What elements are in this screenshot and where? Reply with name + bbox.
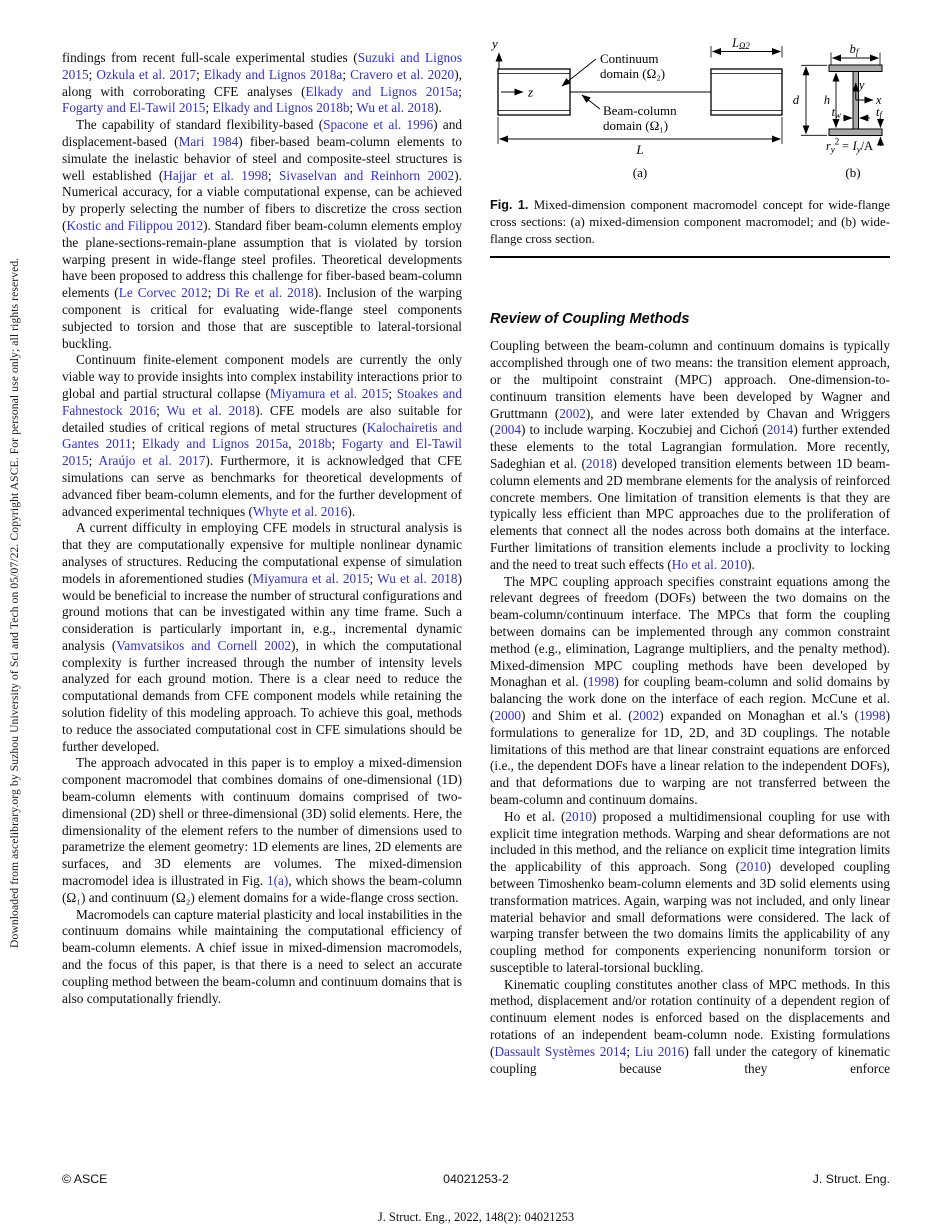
text-run: ) expanded on Monaghan et al.'s (: [659, 707, 859, 723]
text-run: ;: [131, 436, 143, 452]
citation-link[interactable]: Spacone et al. 1996: [323, 117, 434, 133]
text-run: The MPC coupling approach specifies constraint equations among the relevant degrees of freedom (DOFs) between the two domains on the beam-column/continuum interface. The MPCs that form the coupling between domains can be implemented through any common constraint method (e.g., elimination, Lagrange multipliers, and the penalty method). Mixed-dimension MPC coupling methods have been developed by Monaghan et al. (: [490, 573, 890, 690]
section-x-axis-label: x: [876, 93, 882, 107]
text-run: ) further extended these elements to the total Lagrangian formulation. More recently, Sadeghian et al. (: [490, 422, 890, 471]
figure-caption-text: Mixed-dimension component macromodel concept for wide-flange cross sections: (a) mixed-dimension component macromodel; and (b) wide-flange cross section.: [490, 197, 890, 247]
citation-link[interactable]: Araújo et al. 2017: [98, 453, 206, 469]
paragraph: [62, 50, 462, 117]
citation-link[interactable]: Kalochairetis and Gantes 2011: [62, 419, 462, 452]
citation-link[interactable]: 2000: [494, 707, 522, 723]
text-run: ) for coupling beam-column and solid domains by balancing the work done on the interface of each region. McCune et al. (: [490, 674, 890, 723]
text-run: ;: [88, 453, 99, 469]
text-run: ;: [207, 285, 217, 301]
dim-tw-label: tw: [831, 105, 841, 120]
y-axis-label: y: [492, 36, 498, 51]
citation-link[interactable]: Elkady and Lignos 2018b: [212, 100, 350, 116]
citation-link[interactable]: 1998: [587, 674, 615, 690]
citation-link[interactable]: Wu et al. 2018: [166, 402, 256, 418]
paragraph: [490, 977, 890, 1078]
text-run: ) developed transition elements between 1D beam-column elements and 2D membrane elements for the analysis of reinforced concrete members. One limitation of transition elements is that they are typically less efficient than MPC approaches due to the proliferation of elements that connect all the nodes across both domains at the interface. Further limitations of transition elements include a proclivity to locking and the need to treat such effects (: [490, 455, 890, 572]
continuum-domain-label-line2: domain (Ω₂): [600, 66, 666, 81]
text-run: ;: [369, 570, 378, 586]
text-run: ). Numerical accuracy, for a viable computational expense, can be achieved by properly selecting the number of fibers to discretize the cross section (: [62, 167, 462, 233]
dim-bf-label: bf: [849, 42, 859, 57]
citation-link[interactable]: Kostic and Filippou 2012: [66, 217, 204, 233]
z-axis-label: z: [528, 84, 534, 100]
citation-link[interactable]: 1998: [858, 707, 886, 723]
text-run: The approach advocated in this paper is to employ a mixed-dimension component macromodel that combines domains of one-dimensional (1D) beam-column elements with continuum domains comprised of two-dimensional (2D) shell or three-dimensional (3D) solid elements. Here, the dimensionality of the element refers to the number of dimensions used to parametrize the element geometry: 1D elements are lines, 2D elements are surfaces, and 3D elements are volumes. The mixed-dimension macromodel idea is illustrated in Fig.: [62, 755, 462, 889]
citation-link[interactable]: Wu et al. 2018: [377, 570, 458, 586]
citation-link[interactable]: Liu 2016: [634, 1043, 685, 1059]
text-run: ) fiber-based beam-column elements to simulate the inelastic behavior of steel and composite-steel structures is well established (: [62, 133, 463, 183]
paragraph: [62, 117, 462, 352]
paragraph: [62, 352, 462, 520]
citation-link[interactable]: 2018b: [298, 436, 332, 452]
text-run: ).: [434, 100, 442, 116]
citation-link[interactable]: 2002: [632, 707, 660, 723]
dim-h-label: h: [823, 93, 831, 107]
text-run: ;: [626, 1043, 635, 1059]
citation-link[interactable]: 2010: [740, 859, 767, 875]
beam-column-leader-arrow: [582, 95, 600, 109]
citation-link[interactable]: 2004: [494, 422, 522, 438]
text-run: Ho et al. (: [504, 808, 566, 824]
text-run: ). Standard fiber beam-column elements employ the plane-sections-remain-plane assumption that is violated by torsion warping present in wide-flange steel profiles. Theoretical developments have been proposed to address this challenge for fiber-based beam-column elements (: [62, 217, 462, 301]
text-run: Coupling between the beam-column and continuum domains is typically accomplished through one of two means: the transition element approach, or the multipoint constraint (MPC) approach. One-dimension-to-continuum transition elements have been developed by Wagner and Gruttmann (: [490, 338, 890, 421]
citation-link[interactable]: Sivaselvan and Reinhorn 2002: [279, 167, 455, 183]
citation-link[interactable]: Elkady and Lignos 2015a: [142, 436, 289, 452]
dim-L-omega2-label: LΩ2: [732, 36, 750, 51]
text-run: ;: [205, 100, 213, 116]
citation-link[interactable]: 2010: [565, 808, 592, 824]
footer-page-number: 04021253-2: [443, 1172, 509, 1186]
continuum-domain-right: [711, 69, 782, 115]
figure-1-caption: [490, 197, 890, 249]
text-run: ;: [349, 100, 357, 116]
text-run: ). Inclusion of the warping component is critical for evaluating wide-flange steel components subjected to torsion and those that are susceptible to lateral-torsional buckling.: [62, 285, 462, 351]
paragraph: [490, 574, 890, 809]
citation-link[interactable]: Suzuki and Lignos 2015: [62, 50, 462, 82]
top-flange: [829, 65, 882, 72]
section-y-axis-label: y: [859, 78, 865, 92]
right-column-paragraphs: [490, 338, 890, 1077]
dim-tf-label: tf: [876, 105, 882, 120]
citation-link[interactable]: Fogarty and El-Tawil 2015: [62, 436, 462, 469]
continuum-domain-label: Continuum: [600, 51, 659, 66]
text-run: Macromodels can capture material plasticity and local instabilities in the continuum domains while maintaining the computational efficiency of beam-column elements. A chief issue in mixed-dimension macromodels, and the focus of this paper, is that there is a need to select an accurate coupling method between the beam-column and continuum domains that is also computationally friendly.: [62, 906, 462, 1006]
figure-1-diagram: [490, 36, 920, 186]
citation-link[interactable]: Stoakes and Fahnestock 2016: [62, 385, 462, 418]
citation-link[interactable]: 1(a): [266, 873, 289, 889]
text-run: Kinematic coupling constitutes another class of MPC methods. In this method, displacement and/or rotation continuity of a dependent region of continuum element nodes is enforced based on the displacements and rotations of an independent beam-column node. Existing formulations (: [490, 976, 890, 1059]
text-run: ).: [747, 556, 755, 572]
citation-link[interactable]: Vamvatsikos and Cornell 2002: [116, 637, 292, 653]
text-run: ), and were later extended by Chavan and Wriggers (: [490, 405, 890, 438]
text-run: ) formulations to generalize for 1D, 2D, and 3D couplings. The notable limitations of this method are that linear constraint equations are enforced (i.e., the dependent DOFs have a linear relation to the independent DOFs), and that deformations due to warping are not transferred between the beam-column and continuum domains.: [490, 707, 890, 807]
text-run: ) proposed a multidimensional coupling for use with explicit time integration methods. Warping and shear deformations are not included in this method, and the reliance on explicit time integration limits the applicability of this approach. Song (: [490, 808, 890, 875]
citation-link[interactable]: Hajjar et al. 1998: [163, 167, 268, 183]
text-run: ) and Shim et al. (: [521, 707, 633, 723]
beam-column-domain-label-line2: domain (Ω₁): [603, 118, 669, 133]
citation-link[interactable]: Whyte et al. 2016: [252, 503, 348, 519]
text-run: ), along with corroborating CFE analyses (: [62, 66, 462, 99]
text-run: ) and displacement-based (: [62, 117, 463, 149]
text-run: ) to include warping. Koczubiej and Cichoń (: [521, 422, 767, 438]
text-run: ) developed coupling between Timoshenko beam-column elements and 3D solid elements using transformation matrices. Again, warping was not included, and only linear material behavior and small deformations were considered. The lack of warping transfer between the two domains limits the applicability of any coupling method for components experiencing nonuniform torsion or susceptible to lateral-torsional buckling.: [490, 859, 890, 975]
citation-link[interactable]: Miyamura et al. 2015: [252, 570, 370, 586]
citation-link[interactable]: Di Re et al. 2018: [216, 285, 314, 301]
dim-d-label: d: [792, 93, 800, 107]
citation-link[interactable]: 2018: [585, 455, 613, 471]
text-run: ) would be beneficial to increase the number of structural configurations and ground motions that can be investigated within any time frame. Such a consideration is particularly important in, e.g., incremental dynamic analysis (: [62, 570, 463, 653]
citation-link[interactable]: Mari 1984: [178, 133, 239, 149]
text-run: ). CFE models are also suitable for detailed studies of critical regions of metal structures (: [62, 402, 463, 435]
text-run: ). Furthermore, it is acknowledged that CFE simulations can serve as benchmarks for theoretical developments of advanced fiber beam-column elements, and for the further development of advanced experimental techniques (: [62, 453, 462, 519]
text-run: ;: [342, 66, 351, 82]
citation-link[interactable]: Elkady and Lignos 2018a: [203, 66, 343, 82]
citation-link[interactable]: Elkady and Lignos 2015a: [305, 83, 459, 99]
text-run: ;: [458, 83, 462, 99]
footer-copyright: © ASCE: [62, 1172, 108, 1186]
citation-link[interactable]: Le Corvec 2012: [118, 285, 208, 301]
page-footer: [62, 1172, 890, 1188]
text-run: Continuum finite-element component models are currently the only viable way to provide insights into complex instability interactions prior to global and partial structural collapse (: [62, 352, 462, 401]
beam-column-domain-label: Beam-column: [603, 103, 677, 118]
text-run: ) fall under the category of kinematic coupling because they enforce: [490, 1043, 890, 1076]
text-run: ).: [347, 503, 356, 519]
figure-1: [490, 36, 920, 258]
text-run: findings from recent full-scale experimental studies (: [62, 50, 358, 65]
text-run: ;: [196, 66, 204, 82]
text-run: A current difficulty in employing CFE models in structural analysis is that they are computationally expensive for multiple nonlinear dynamic analyses of structures. Reducing the computational expense of simulation models in aforementioned studies (: [62, 520, 462, 586]
text-run: The capability of standard flexibility-based (: [76, 117, 324, 133]
paragraph: [62, 520, 462, 755]
left-text-column: [62, 50, 462, 1007]
subfigure-b-label: (b): [845, 165, 861, 180]
citation-link[interactable]: Wu et al. 2018: [356, 100, 435, 116]
download-attribution-note: Downloaded from ascelibrary.org by Suzhou University of Sci and Tech on 05/07/22. Copyright ASCE. For personal use only; all rights reserved.: [8, 257, 21, 948]
citation-link[interactable]: Ho et al. 2010: [671, 556, 748, 572]
section-heading-review-of-coupling-methods: Review of Coupling Methods: [490, 311, 690, 328]
text-run: ), in which the computational complexity is further increased through the number of intensity levels analyzed for each ground motion. There is a clear need to reduce the computational demands from CFE component models while retaining the solution fidelity of this modeling approach. To achieve this goal, methods to reduce the associated computational cost in CFE simulations should be further developed.: [62, 637, 463, 754]
paragraph: [490, 809, 890, 977]
citation-link[interactable]: Miyamura et al. 2015: [269, 385, 389, 401]
text-run: ;: [88, 66, 97, 82]
text-run: ;: [331, 436, 342, 452]
text-run: ;: [267, 167, 280, 183]
paragraph: [62, 907, 462, 1008]
footer-journal-abbrev: J. Struct. Eng.: [812, 1172, 890, 1186]
caption-divider-rule: [490, 256, 890, 258]
text-run: ,: [288, 436, 299, 452]
citation-link[interactable]: Dassault Systèmes 2014: [494, 1043, 627, 1059]
right-text-column: [490, 36, 890, 1077]
citation-link[interactable]: Fogarty and El-Tawil 2015: [62, 100, 206, 116]
paragraph: [62, 755, 462, 906]
text-run: ;: [156, 402, 167, 418]
citation-link[interactable]: 2014: [766, 422, 794, 438]
dim-L-label: L: [636, 142, 644, 157]
citation-link[interactable]: Cravero et al. 2020: [350, 66, 455, 82]
figure-caption-label: Fig. 1.: [490, 197, 529, 212]
text-run: , which shows the beam-column (Ω₁) and continuum (Ω₂) element domains for a wide-flange cross section.: [62, 873, 463, 905]
citation-link[interactable]: 2002: [559, 405, 586, 421]
radius-of-gyration-formula: $r_y^2 = I_y/A$: [826, 136, 874, 155]
citation-link[interactable]: Ozkula et al. 2017: [96, 66, 197, 82]
paragraph: [490, 338, 890, 573]
citation-line: J. Struct. Eng., 2022, 148(2): 04021253: [377, 1210, 575, 1224]
bottom-flange: [829, 129, 882, 136]
text-run: ;: [388, 385, 397, 401]
subfigure-a-label: (a): [632, 165, 648, 180]
